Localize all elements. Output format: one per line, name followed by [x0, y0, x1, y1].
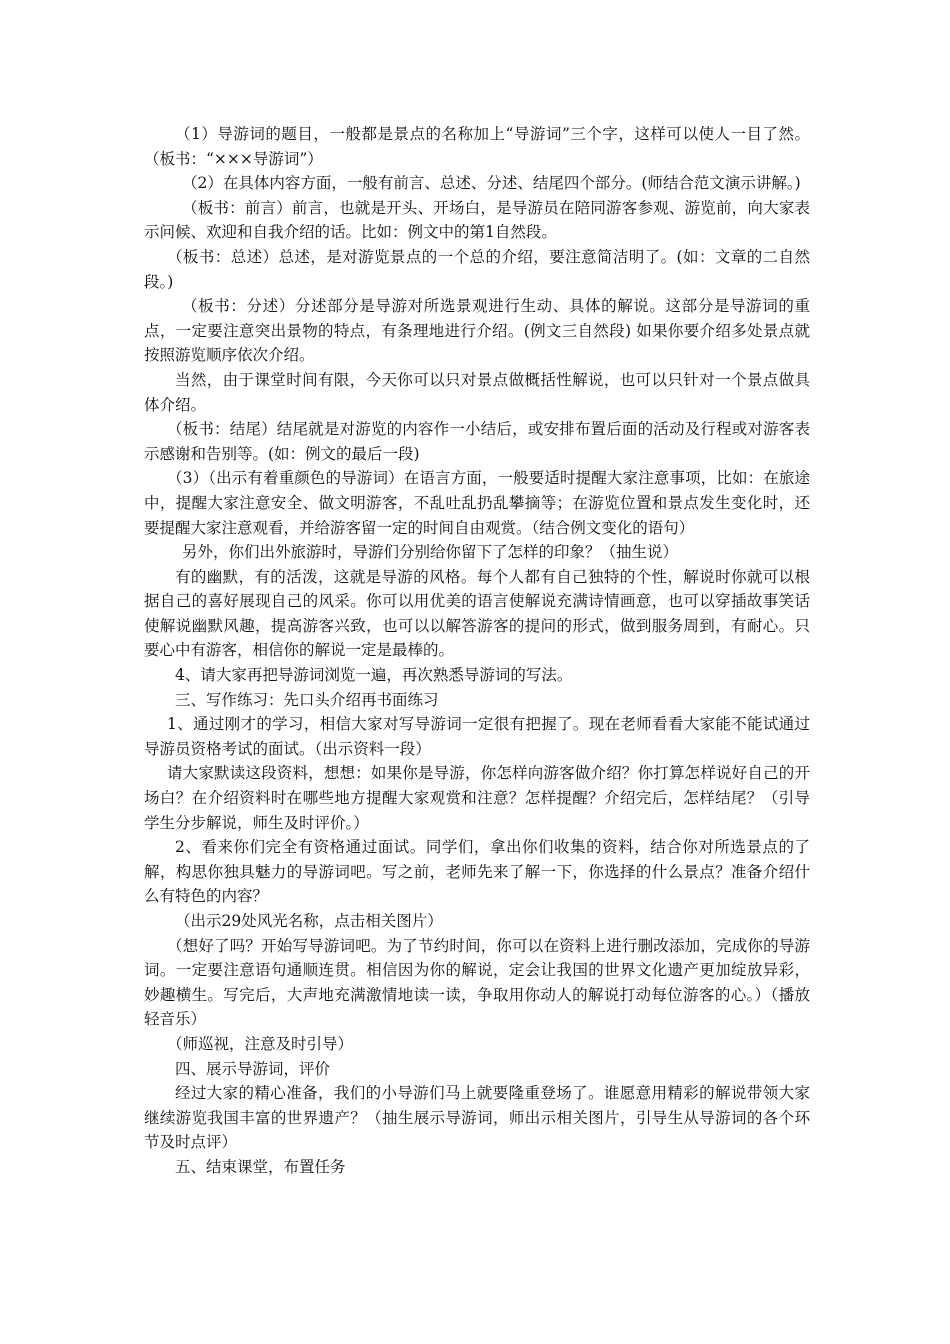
paragraph-silent-reading: 请大家默读这段资料，想想：如果你是导游，你怎样向游客做介绍？你打算怎样说好自己的开场白？在介绍资料时在哪些地方提醒大家观赏和注意？怎样提醒？介绍完后，怎样结尾？（引导学生分步解说，师生及时评价。） [144, 764, 810, 832]
section-heading-conclusion: 五、结束课堂，布置任务 [175, 1157, 346, 1176]
paragraph-show-sites: （出示29处风光名称，点击相关图片） [175, 912, 443, 930]
paragraph-preface: （板书：前言）前言，也就是开头、开场白，是导游员在陪同游客参观、游览前，向大家表示问候、欢迎和自我介绍的话。比如：例文中的第1自然段。 [144, 198, 810, 242]
paragraph-start-writing: （想好了吗？开始写导游词吧。为了节约时间，你可以在资料上进行删改添加，完成你的导游词。一定要注意语句通顺连贯。相信因为你的解说，定会让我国的世界文化遗产更加绽放异彩，妙趣横生。写完后，大声地充满激情地读一读，争取用你动人的解说打动每位游客的心。）（播放轻音乐） [144, 936, 810, 1029]
paragraph-impression: 另外，你们出外旅游时，导游们分别给你留下了怎样的印象？（抽生说） [182, 543, 679, 562]
paragraph-interview: 1、通过刚才的学习，相信大家对写导游词一定很有把握了。现在老师看看大家能不能试通过导游员资格考试的面试。（出示资料一段） [144, 715, 810, 758]
paragraph-review: 4、请大家再把导游词浏览一遍，再次熟悉导游词的写法。 [175, 666, 573, 685]
paragraph-overview: （板书：总述）总述，是对游览景点的一个总的介绍，要注意简洁明了。(如：文章的二自然段。) [144, 247, 810, 291]
paragraph-presentation: 经过大家的精心准备，我们的小导游们马上就要隆重登场了。谁愿意用精彩的解说带领大家继续游览我国丰富的世界遗产？（抽生展示导游词，师出示相关图片，引导生从导游词的各个环节及时点评） [144, 1084, 810, 1152]
paragraph-details: （板书：分述）分述部分是导游对所选景观进行生动、具体的解说。这部分是导游词的重点，一定要注意突出景物的特点，有条理地进行介绍。(例文三自然段) 如果你要介绍多处景点就按照游览顺序依次介绍。 [144, 297, 810, 365]
paragraph-teacher-patrol: （师巡视，注意及时引导） [167, 1034, 354, 1053]
paragraph-class-time: 当然，由于课堂时间有限，今天你可以只对景点做概括性解说，也可以只针对一个景点做具体介绍。 [144, 370, 810, 414]
section-heading-presentation: 四、展示导游词，评价 [175, 1059, 331, 1078]
paragraph-title-rule: （1）导游词的题目，一般都是景点的名称加上“导游词”三个字，这样可以使人一目了然。（板书：“×××导游词”） [144, 125, 810, 168]
paragraph-content-parts: （2）在具体内容方面，一般有前言、总述、分述、结尾四个部分。(师结合范文演示讲解。) [182, 174, 801, 193]
section-heading-writing-practice: 三、写作练习：先口头介绍再书面练习 [175, 690, 439, 709]
paragraph-compose: 2、看来你们完全有资格通过面试。同学们，拿出你们收集的资料，结合你对所选景点的了解，构思你独具魅力的导游词吧。写之前，老师先来了解一下，你选择的什么景点？准备介绍什么有特色的内容？ [144, 838, 810, 906]
paragraph-ending: （板书：结尾）结尾就是对游览的内容作一小结后，或安排布置后面的活动及行程或对游客表示感谢和告别等。(如：例文的最后一段) [144, 420, 810, 463]
paragraph-style: 有的幽默，有的活泼，这就是导游的风格。每个人都有自己独特的个性，解说时你就可以根据自己的喜好展现自己的风采。你可以用优美的语言使解说充满诗情画意，也可以穿插故事笑话使解说幽默风趣，提高游客兴致，也可以以解答游客的提问的形式，做到服务周到，有耐心。只要心中有游客，相信你的解说一定是最棒的。 [144, 567, 810, 660]
paragraph-language: （3）（出示有着重颜色的导游词）在语言方面，一般要适时提醒大家注意事项，比如：在旅途中，提醒大家注意安全、做文明游客，不乱吐乱扔乱攀摘等；在游览位置和景点发生变化时，还要提醒大家注意观看，并给游客留一定的时间自由观赏。（结合例文变化的语句） [144, 469, 810, 537]
